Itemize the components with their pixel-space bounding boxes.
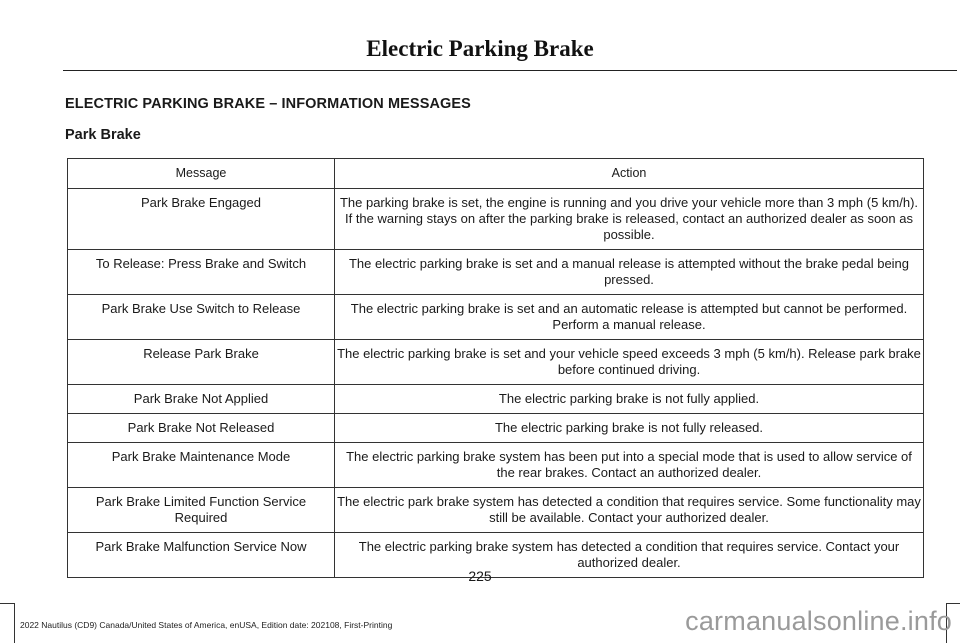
- message-cell: Park Brake Malfunction Service Now: [68, 533, 335, 578]
- action-cell: The electric parking brake system has detected a condition that requires service. Contact your authorized dealer.: [335, 533, 924, 578]
- crop-mark-right-horizontal: [946, 603, 960, 604]
- table-row: [68, 189, 924, 250]
- table-row: [68, 385, 924, 414]
- column-header-action: Action: [335, 159, 924, 189]
- action-cell: The electric park brake system has detected a condition that requires service. Some functionality may still be available. Contact your authorized dealer.: [335, 488, 924, 533]
- page-number: 225: [468, 568, 492, 584]
- crop-mark-left-horizontal: [0, 603, 14, 604]
- column-header-message: Message: [68, 159, 335, 189]
- crop-mark-left-vertical: [14, 603, 15, 643]
- sub-heading: Park Brake: [65, 127, 141, 143]
- table-row: [68, 443, 924, 488]
- action-cell: The electric parking brake is set and your vehicle speed exceeds 3 mph (5 km/h). Release park brake before continued driving.: [335, 340, 924, 385]
- message-cell: Park Brake Limited Function Service Required: [68, 488, 335, 533]
- table-row: [68, 250, 924, 295]
- message-cell: Release Park Brake: [68, 340, 335, 385]
- message-cell: Park Brake Not Applied: [68, 385, 335, 414]
- message-cell: To Release: Press Brake and Switch: [68, 250, 335, 295]
- message-cell: Park Brake Maintenance Mode: [68, 443, 335, 488]
- table-header-row: [68, 159, 924, 189]
- section-heading: ELECTRIC PARKING BRAKE – INFORMATION MESSAGES: [65, 96, 471, 112]
- message-cell: Park Brake Not Released: [68, 414, 335, 443]
- messages-table: [67, 158, 924, 578]
- table-row: [68, 295, 924, 340]
- action-cell: The electric parking brake is set and a manual release is attempted without the brake pedal being pressed.: [335, 250, 924, 295]
- action-cell: The electric parking brake is set and an automatic release is attempted but cannot be performed. Perform a manual release.: [335, 295, 924, 340]
- action-cell: The electric parking brake is not fully applied.: [335, 385, 924, 414]
- action-cell: The electric parking brake is not fully released.: [335, 414, 924, 443]
- header-divider: [63, 70, 957, 71]
- watermark: carmanualsonline.info: [685, 606, 952, 636]
- message-cell: Park Brake Use Switch to Release: [68, 295, 335, 340]
- edition-footer: 2022 Nautilus (CD9) Canada/United States of America, enUSA, Edition date: 202108, First-Printing: [20, 620, 393, 630]
- table-row: [68, 488, 924, 533]
- page-header-title: Electric Parking Brake: [366, 36, 594, 61]
- action-cell: The parking brake is set, the engine is running and you drive your vehicle more than 3 mph (5 km/h). If the warning stays on after the parking brake is released, contact an authorized dealer as soon as possible.: [335, 189, 924, 250]
- action-cell: The electric parking brake system has been put into a special mode that is used to allow service of the rear brakes. Contact an authorized dealer.: [335, 443, 924, 488]
- table-row: [68, 414, 924, 443]
- table-row: [68, 340, 924, 385]
- message-cell: Park Brake Engaged: [68, 189, 335, 250]
